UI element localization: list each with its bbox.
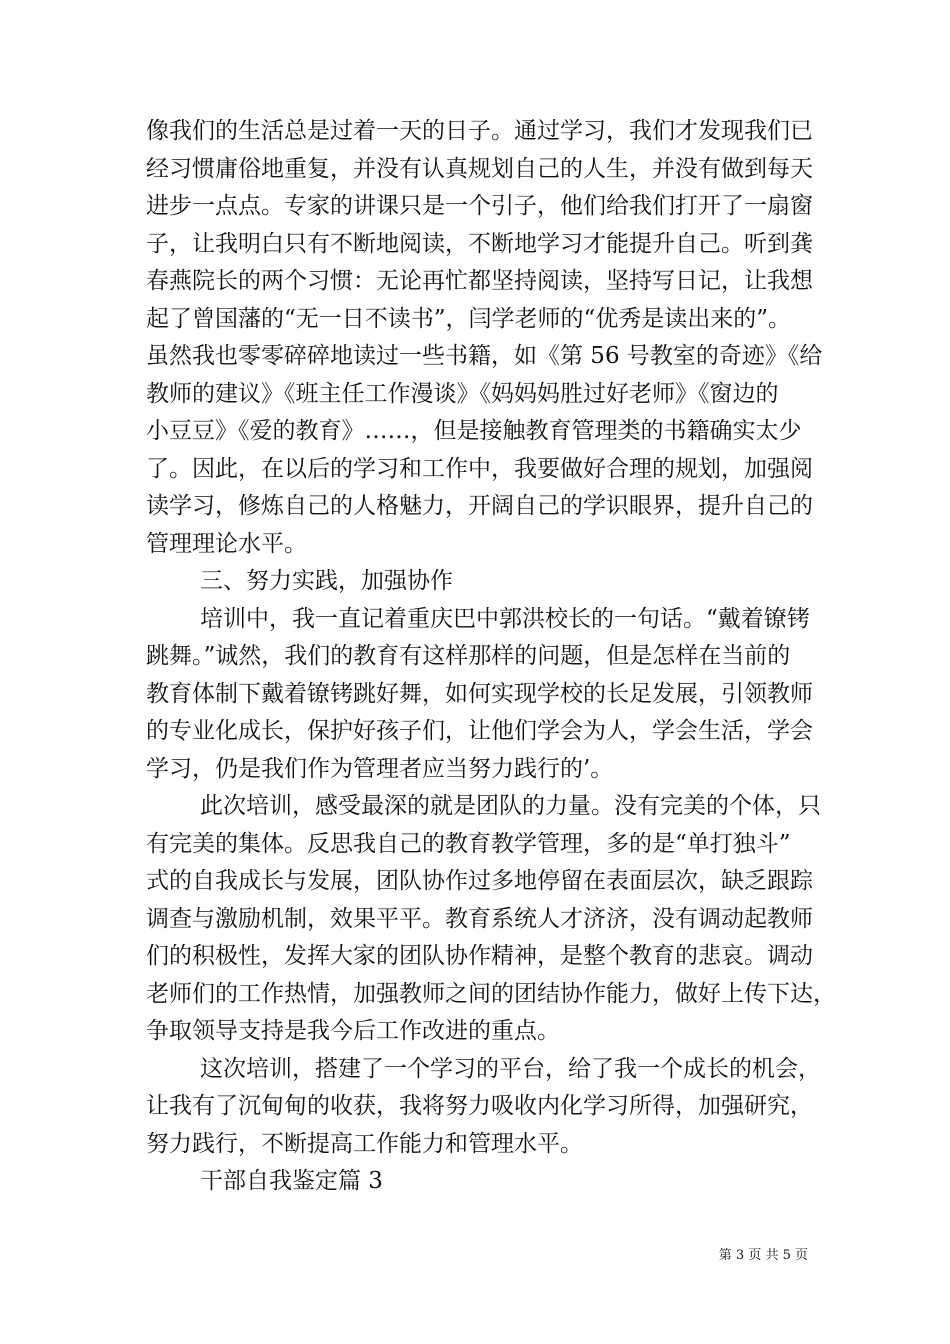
text-line: 子，让我明白只有不断地阅读，不断地学习才能提升自己。听到龚 [146, 230, 813, 257]
text-line: 虽然我也零零碎碎地读过一些书籍，如《第 56 号教室的奇迹》《给 [146, 343, 823, 369]
text-line: 管理理论水平。 [146, 530, 307, 557]
text-line: 跳舞。”诚然，我们的教育有这样那样的问题，但是怎样在当前的 [146, 643, 791, 669]
text-line: 调查与激励机制，效果平平。教育系统人才济济，没有调动起教师 [146, 905, 813, 932]
section-heading: 三、努力实践，加强协作 [200, 568, 453, 594]
text-line: 的专业化成长，保护好孩子们，让他们学会为人，学会生活，学会 [146, 718, 813, 744]
text-line: 经习惯庸俗地重复，并没有认真规划自己的人生，并没有做到每天 [146, 155, 813, 182]
text-line: 学习，仍是我们作为管理者应当努力践行的’。 [146, 755, 614, 782]
section-heading: 干部自我鉴定篇 3 [200, 1168, 383, 1194]
text-line: 教育体制下戴着镣铐跳好舞，如何实现学校的长足发展，引领教师 [146, 680, 813, 707]
text-line: 春燕院长的两个习惯：无论再忙都坚持阅读，坚持写日记，让我想 [146, 268, 813, 294]
text-line: 让我有了沉甸甸的收获，我将努力吸收内化学习所得，加强研究， [146, 1093, 813, 1119]
text-line: 争取领导支持是我今后工作改进的重点。 [146, 1018, 560, 1044]
page-number-footer: 第 3 页 共 5 页 [718, 1248, 808, 1263]
document-body [146, 113, 836, 1201]
text-line: 培训中，我一直记着重庆巴中郭洪校长的一句话。“戴着镣铐 [200, 605, 810, 632]
text-line: 此次培训，感受最深的就是团队的力量。没有完美的个体，只 [200, 793, 821, 819]
text-line: 起了曾国藩的“无一日不读书”，闫学老师的“优秀是读出来的”。 [146, 305, 792, 332]
text-line: 式的自我成长与发展，团队协作过多地停留在表面层次，缺乏跟踪 [146, 868, 813, 894]
text-line: 小豆豆》《爱的教育》……，但是接触教育管理类的书籍确实太少 [146, 418, 802, 444]
text-line: 进步一点点。专家的讲课只是一个引子，他们给我们打开了一扇窗 [146, 193, 813, 219]
text-line: 们的积极性，发挥大家的团队协作精神，是整个教育的悲哀。调动 [146, 943, 813, 969]
text-line: 教师的建议》《班主任工作漫谈》《妈妈妈胜过好老师》《窗边的 [146, 380, 779, 407]
text-line: 读学习，修炼自己的人格魅力，开阔自己的学识眼界，提升自己的 [146, 493, 813, 519]
text-line: 老师们的工作热情，加强教师之间的团结协作能力，做好上传下达， [146, 980, 836, 1007]
text-line: 了。因此，在以后的学习和工作中，我要做好合理的规划，加强阅 [146, 455, 813, 482]
text-line: 这次培训，搭建了一个学习的平台，给了我一个成长的机会， [200, 1055, 821, 1082]
text-line: 像我们的生活总是过着一天的日子。通过学习，我们才发现我们已 [146, 118, 813, 144]
text-line: 努力践行，不断提高工作能力和管理水平。 [146, 1130, 583, 1157]
text-line: 有完美的集体。反思我自己的教育教学管理，多的是“单打独斗” [146, 830, 791, 857]
